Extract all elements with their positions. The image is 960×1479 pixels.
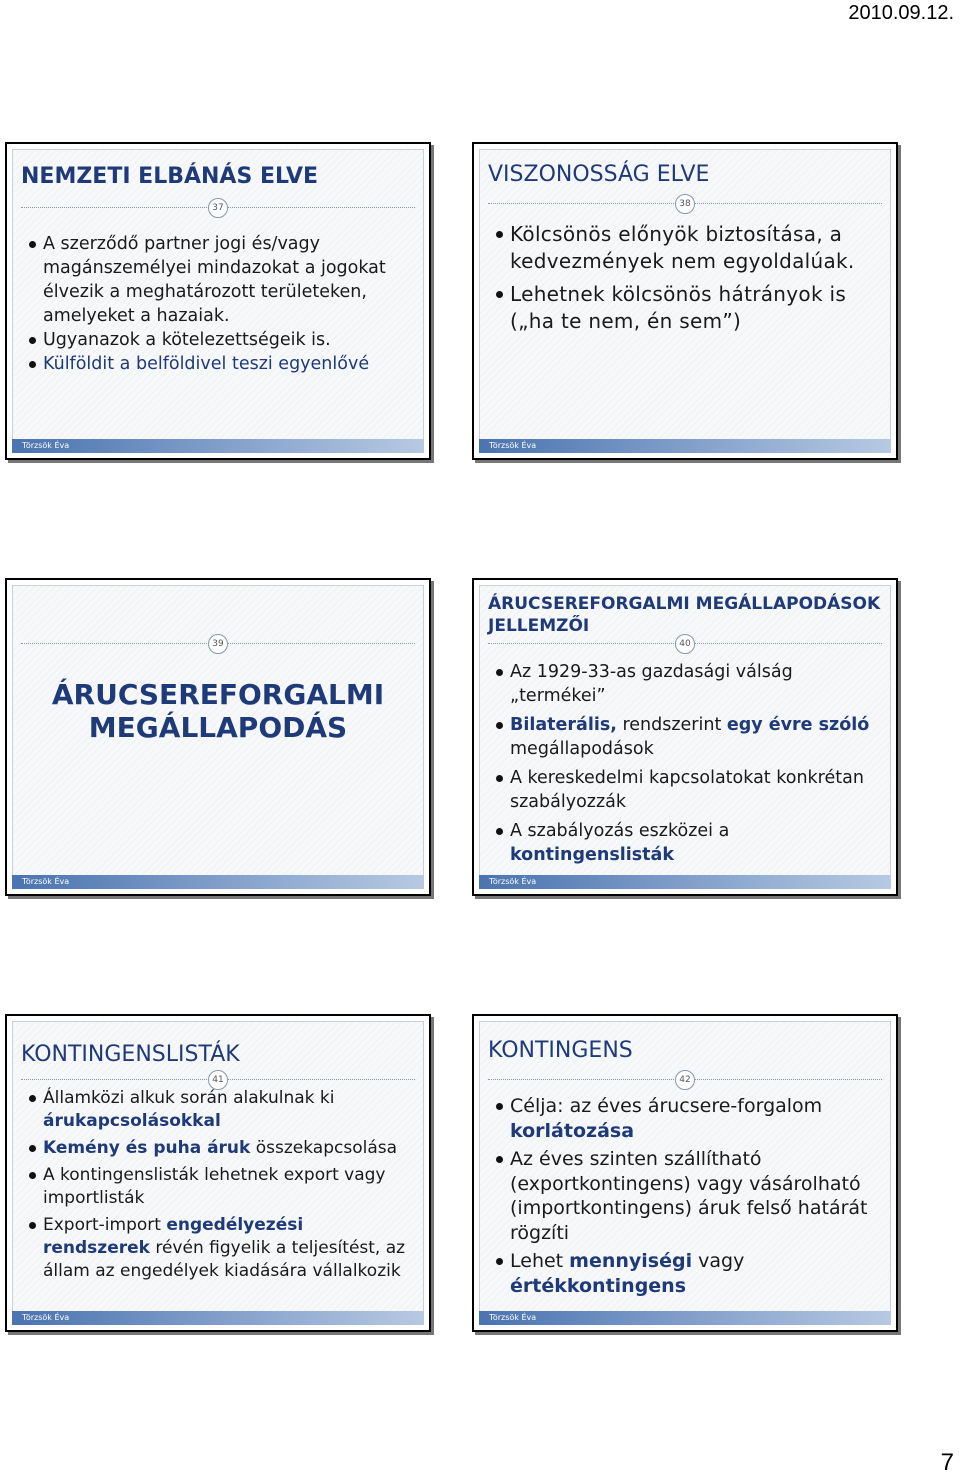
footer-author: Törzsök Éva: [22, 877, 70, 886]
bullet-item: [27, 1137, 413, 1160]
text: Export-import: [43, 1215, 167, 1235]
text: vagy: [692, 1250, 745, 1272]
bullet-list: [27, 232, 413, 381]
bold-text: értékkontingens: [510, 1274, 687, 1297]
slide-title-line: JELLEMZŐI: [488, 616, 590, 636]
bullet-item: A kontingenslisták lehetnek export vagy importlisták: [27, 1164, 413, 1210]
slide-footer: [12, 439, 424, 453]
bullet-item: [494, 1094, 880, 1143]
text: A szabályozás eszközei a: [510, 821, 730, 841]
bullet-item: A szerződő partner jogi és/vagy magánszemélyei mindazokat a jogokat élvezik a meghatározott területeken, amelyeket a hazaiak.: [27, 232, 413, 328]
bold-text: Kemény és puha áruk: [43, 1138, 251, 1158]
text: Lehet: [510, 1250, 570, 1272]
slide-footer: [479, 1311, 891, 1325]
bold-text: mennyiségi: [569, 1250, 693, 1272]
slide-number-badge: 39: [208, 634, 228, 654]
bullet-list: [27, 1087, 413, 1287]
bullet-item: Ugyanazok a kötelezettségeik is.: [27, 328, 413, 352]
bullet-item: [494, 1249, 880, 1298]
slide-title: KONTINGENSLISTÁK: [21, 1042, 240, 1067]
bullet-item: [494, 819, 880, 867]
slide-number-badge: 38: [675, 194, 695, 214]
slide-body: [12, 149, 424, 453]
slide-title-line: ÁRUCSEREFORGALMI MEGÁLLAPODÁSOK: [488, 594, 881, 614]
text: megállapodások: [510, 739, 654, 759]
bullet-item: Kölcsönös előnyök biztosítása, a kedvezmények nem egyoldalúak.: [494, 221, 880, 275]
bullet-item: Az 1929-33-as gazdasági válság „termékei”: [494, 660, 880, 708]
text: Célja: az éves árucsere-forgalom: [510, 1095, 823, 1117]
footer-author: Törzsök Éva: [489, 441, 537, 450]
page-number: 7: [940, 1449, 954, 1476]
slide-40: [472, 578, 898, 896]
bullet-item: Az éves szinten szállítható (exportkontingens) vagy vásárolható (importkontingens) áruk felső határát rögzíti: [494, 1147, 880, 1245]
text: rendszerint: [616, 715, 727, 735]
text: Államközi alkuk során alakulnak ki: [43, 1088, 335, 1108]
bullet-list: [494, 660, 880, 872]
slide-title: NEMZETI ELBÁNÁS ELVE: [21, 164, 319, 189]
bold-text: árukapcsolásokkal: [43, 1111, 221, 1131]
slide-footer: [12, 1311, 424, 1325]
footer-author: Törzsök Éva: [489, 1313, 537, 1322]
footer-author: Törzsök Éva: [22, 441, 70, 450]
section-title-line: ÁRUCSEREFORGALMI: [51, 678, 385, 711]
slide-number-badge: 41: [208, 1070, 228, 1090]
bullet-item: [27, 1214, 413, 1283]
bold-text: engedélyezési rendszerek: [43, 1215, 304, 1258]
footer-author: Törzsök Éva: [489, 877, 537, 886]
slide-footer: [12, 875, 424, 889]
bold-text: Bilaterális,: [510, 715, 617, 735]
bullet-list: [494, 221, 880, 341]
bullet-item: [27, 1087, 413, 1133]
slide-38: [472, 142, 898, 460]
bold-text: kontingenslisták: [510, 845, 674, 865]
bold-text: korlátozása: [510, 1119, 635, 1142]
slide-37: [5, 142, 431, 460]
bullet-item: [494, 713, 880, 761]
slide-body: [479, 585, 891, 889]
slide-title: [488, 593, 882, 637]
slide-42: [472, 1014, 898, 1332]
bullet-item: A kereskedelmi kapcsolatokat konkrétan szabályozzák: [494, 766, 880, 814]
slide-number-badge: 37: [208, 198, 228, 218]
slide-footer: [479, 439, 891, 453]
slide-body: [12, 1021, 424, 1325]
footer-author: Törzsök Éva: [22, 1313, 70, 1322]
slide-footer: [479, 875, 891, 889]
slide-body: [479, 149, 891, 453]
slide-number-badge: 40: [675, 634, 695, 654]
slide-body: [479, 1021, 891, 1325]
slide-body: [12, 585, 424, 889]
slide-41: [5, 1014, 431, 1332]
bullet-item: Külföldit a belföldivel teszi egyenlővé: [27, 352, 413, 376]
bullet-list: [494, 1094, 880, 1302]
slide-title: KONTINGENS: [488, 1038, 633, 1063]
slide-number-badge: 42: [675, 1070, 695, 1090]
text: összekapcsolása: [250, 1138, 398, 1158]
section-title: [23, 678, 413, 744]
page-date: 2010.09.12.: [848, 2, 954, 24]
section-title-line: MEGÁLLAPODÁS: [88, 711, 348, 744]
slide-title: VISZONOSSÁG ELVE: [488, 162, 710, 187]
bold-text: egy évre szóló: [726, 715, 870, 735]
bullet-item: Lehetnek kölcsönös hátrányok is („ha te nem, én sem”): [494, 281, 880, 335]
slide-39: [5, 578, 431, 896]
text: révén figyelik a teljesítést, az állam az engedélyek kiadására vállalkozik: [43, 1238, 406, 1281]
